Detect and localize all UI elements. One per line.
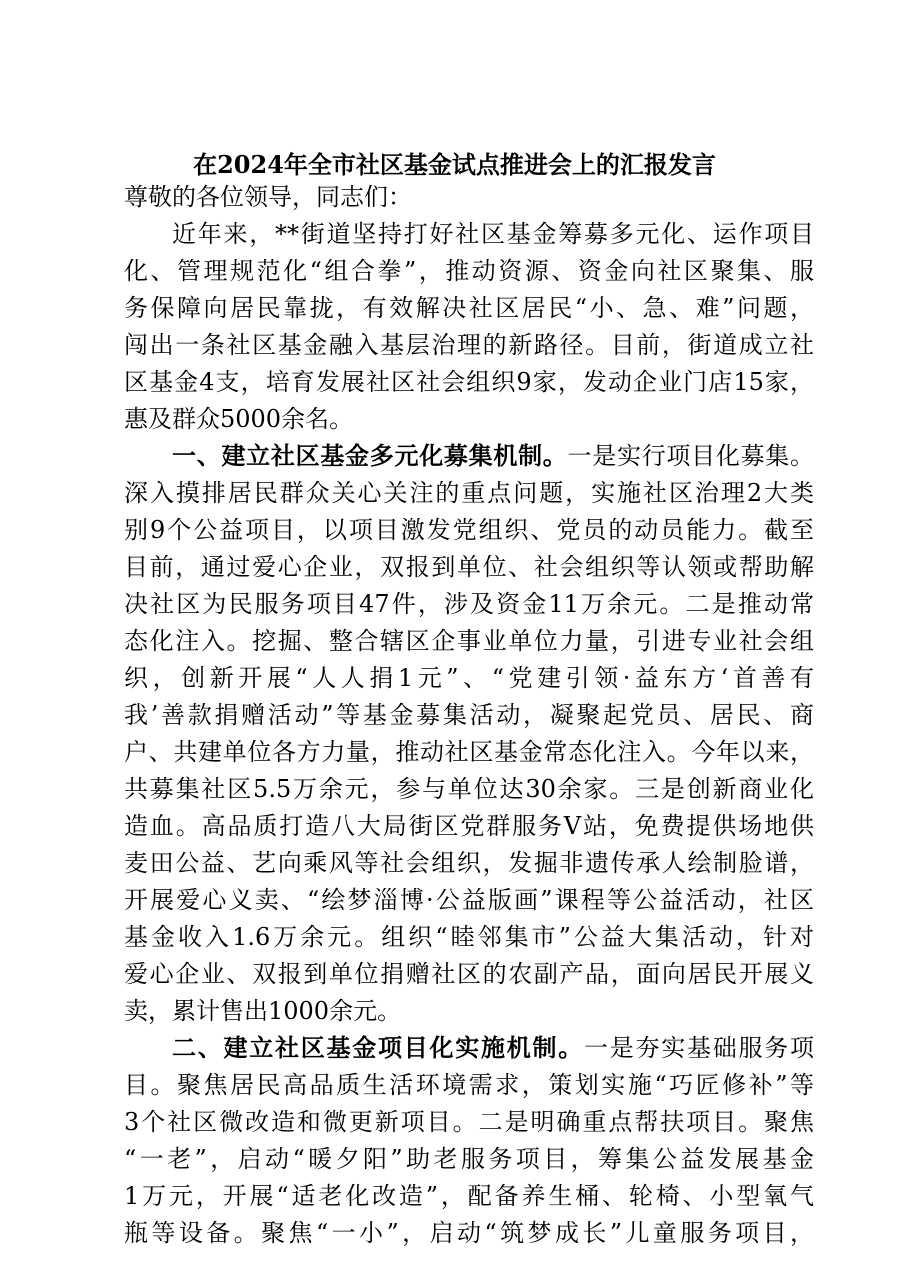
line-text: 一是夯实基础服务项 <box>584 1034 814 1062</box>
document-line <box>124 1068 814 1102</box>
line-text: 共募集社区5.5万余元，参与单位达30余家。三是创新商业化 <box>124 775 814 803</box>
document-line <box>172 1031 814 1065</box>
line-text: 一是实行项目化募集。 <box>567 442 814 470</box>
section-heading: 一、建立社区基金多元化募集机制。 <box>172 441 568 470</box>
document-line <box>124 328 814 362</box>
line-text: 1万元，开展“适老化改造”，配备养生桶、轮椅、小型氧气 <box>124 1182 814 1210</box>
document-line <box>124 587 814 621</box>
line-text: 区基金4支，培育发展社区社会组织9家，发动企业门店15家， <box>124 368 814 396</box>
document-line <box>124 809 814 843</box>
line-text: 开展爱心义卖、“绘梦淄博·公益版画”课程等公益活动，社区 <box>124 886 814 914</box>
document-title: 在2024年全市社区基金试点推进会上的汇报发言 <box>193 150 716 179</box>
document-line <box>124 920 814 954</box>
line-text: 态化注入。挖掘、整合辖区企事业单位力量，引进专业社会组 <box>124 627 814 655</box>
line-text: 户、共建单位各方力量，推动社区基金常态化注入。今年以来， <box>124 738 814 766</box>
document-line <box>124 402 814 436</box>
document-line <box>124 624 814 658</box>
document-line <box>124 661 814 695</box>
document-line <box>124 846 814 880</box>
line-text: 卖，累计售出1000余元。 <box>124 997 402 1025</box>
line-text: 目前，通过爱心企业，双报到单位、社会组织等认领或帮助解 <box>124 553 814 581</box>
document-line <box>124 1142 814 1176</box>
line-text: 近年来，**街道坚持打好社区基金筹募多元化、运作项目 <box>172 220 814 248</box>
document-line <box>124 365 814 399</box>
document-line <box>124 883 814 917</box>
line-text: 织，创新开展“人人捐1元”、“党建引领·益东方‘首善有 <box>124 664 814 692</box>
line-text: 深入摸排居民群众关心关注的重点问题，实施社区治理2大类 <box>124 479 814 507</box>
line-text: 惠及群众5000余名。 <box>124 405 354 433</box>
document-line <box>124 1179 814 1213</box>
document-line <box>124 735 814 769</box>
document-line <box>124 1105 814 1139</box>
document-line <box>124 550 814 584</box>
document-line <box>124 476 814 510</box>
line-text: 别9个公益项目，以项目激发党组织、党员的动员能力。截至 <box>124 516 814 544</box>
document-line <box>124 957 814 991</box>
line-text: 瓶等设备。聚焦“一小”，启动“筑梦成长”儿童服务项目， <box>124 1219 814 1247</box>
line-text: 尊敬的各位领导，同志们： <box>124 183 412 211</box>
line-text: 我’善款捐赠活动”等基金募集活动，凝聚起党员、居民、商 <box>124 701 814 729</box>
document-line <box>124 513 814 547</box>
document-line <box>124 772 814 806</box>
document-line <box>172 439 814 473</box>
line-text: 爱心企业、双报到单位捐赠社区的农副产品，面向居民开展义 <box>124 960 814 988</box>
document-line <box>124 254 814 288</box>
line-text: 化、管理规范化“组合拳”，推动资源、资金向社区聚集、服 <box>124 257 814 285</box>
section-heading: 二、建立社区基金项目化实施机制。 <box>172 1033 584 1062</box>
document-line <box>124 1216 814 1250</box>
line-text: 基金收入1.6万余元。组织“睦邻集市”公益大集活动，针对 <box>124 923 814 951</box>
line-text: 3个社区微改造和微更新项目。二是明确重点帮扶项目。聚焦 <box>124 1108 814 1136</box>
document-line <box>124 291 814 325</box>
line-text: 闯出一条社区基金融入基层治理的新路径。目前，街道成立社 <box>124 331 814 359</box>
line-text: 决社区为民服务项目47件，涉及资金11万余元。二是推动常 <box>124 590 814 618</box>
line-text: 造血。高品质打造八大局街区党群服务V站，免费提供场地供 <box>124 812 814 840</box>
document-line <box>124 180 814 214</box>
line-text: 目。聚焦居民高品质生活环境需求，策划实施“巧匠修补”等 <box>124 1071 814 1099</box>
line-text: 务保障向居民靠拢，有效解决社区居民“小、急、难”问题， <box>124 294 814 322</box>
document-line <box>172 217 814 251</box>
line-text: “一老”，启动“暖夕阳”助老服务项目，筹集公益发展基金 <box>124 1145 814 1173</box>
document-line <box>124 698 814 732</box>
line-text: 麦田公益、艺向乘风等社会组织，发掘非遗传承人绘制脸谱， <box>124 849 814 877</box>
document-line <box>124 994 814 1028</box>
